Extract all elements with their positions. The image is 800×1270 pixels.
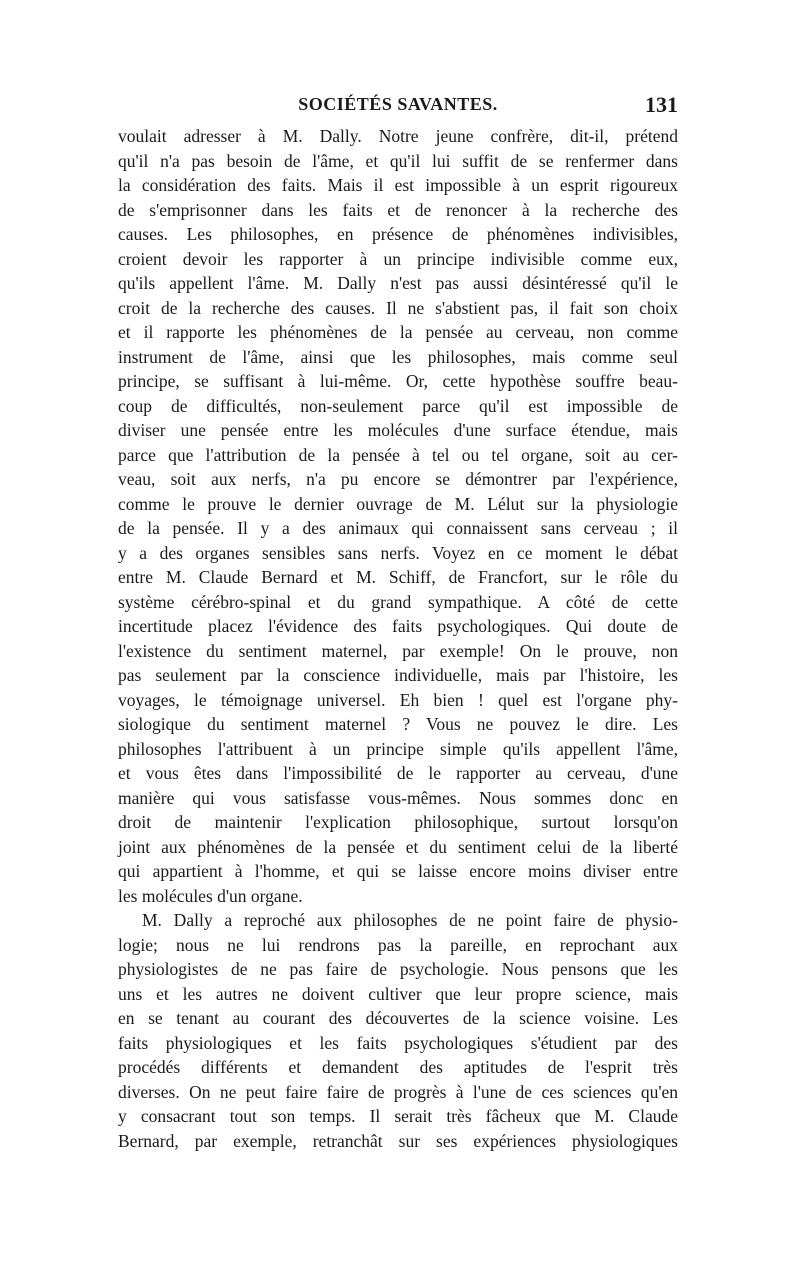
text-line: croit de la recherche des causes. Il ne s'abstient pas, il fait son choix — [118, 297, 678, 318]
text-line: logie; nous ne lui rendrons pas la pareille, en reprochant aux — [118, 934, 678, 955]
text-line: comme le prouve le dernier ouvrage de M. Lélut sur la physiologie — [118, 493, 678, 514]
text-line: physiologistes de ne pas faire de psychologie. Nous pensons que les — [118, 959, 678, 979]
text-line: l'existence du sentiment maternel, par exemple! On le prouve, non — [118, 640, 678, 661]
text-line: Bernard, par exemple, retranchât sur ses expériences physiologiques — [118, 1130, 678, 1151]
text-line: les molécules d'un organe. — [118, 885, 303, 906]
text-line: système cérébro-spinal et du grand sympathique. A côté de cette — [118, 591, 678, 612]
running-head — [118, 92, 678, 122]
text-line: qu'il n'a pas besoin de l'âme, et qu'il lui suffit de se renfermer dans — [118, 150, 678, 171]
running-title: SOCIÉTÉS SAVANTES. — [298, 94, 498, 114]
text-line: qu'ils appellent l'âme. M. Dally n'est pas aussi désintéressé qu'il le — [118, 273, 678, 293]
text-line: voyages, le témoignage universel. Eh bien ! quel est l'organe phy- — [118, 689, 678, 710]
text-line: M. Dally a reproché aux philosophes de ne point faire de physio- — [142, 910, 678, 930]
text-line: pas seulement par la conscience individuelle, mais par l'histoire, les — [118, 665, 678, 685]
page-number: 131 — [645, 92, 678, 117]
text-line: parce que l'attribution de la pensée à tel ou tel organe, soit au cer- — [118, 444, 678, 465]
paragraph — [118, 908, 678, 1153]
text-line: veau, soit aux nerfs, n'a pu encore se démontrer par l'expérience, — [118, 469, 678, 489]
text-line: croient devoir les rapporter à un principe indivisible comme eux, — [118, 248, 678, 269]
text-line: droit de maintenir l'explication philosophique, surtout lorsqu'on — [118, 812, 678, 832]
paragraph — [118, 124, 678, 908]
text-line: manière qui vous satisfasse vous-mêmes. Nous sommes donc en — [118, 787, 678, 808]
text-line: diviser une pensée entre les molécules d'une surface étendue, mais — [118, 420, 678, 440]
text-line: joint aux phénomènes de la pensée et du sentiment celui de la liberté — [118, 836, 678, 857]
text-line: de la pensée. Il y a des animaux qui connaissent sans cerveau ; il — [118, 518, 678, 538]
text-line: philosophes l'attribuent à un principe simple qu'ils appellent l'âme, — [118, 738, 678, 759]
text-line: la considération des faits. Mais il est impossible à un esprit rigoureux — [118, 175, 678, 195]
text-line: en se tenant au courant des découvertes de la science voisine. Les — [118, 1008, 678, 1028]
text-line: et vous êtes dans l'impossibilité de le rapporter au cerveau, d'une — [118, 763, 678, 783]
text-line: procédés différents et demandent des aptitudes de l'esprit très — [118, 1057, 678, 1077]
text-line: y a des organes sensibles sans nerfs. Voyez en ce moment le débat — [118, 542, 678, 563]
text-line: causes. Les philosophes, en présence de phénomènes indivisibles, — [118, 224, 678, 244]
text-line: faits physiologiques et les faits psychologiques s'étudient par des — [118, 1032, 678, 1053]
text-line: et il rapporte les phénomènes de la pensée au cerveau, non comme — [118, 322, 678, 342]
text-line: qui appartient à l'homme, et qui se laisse encore moins diviser entre — [118, 861, 678, 881]
text-line: siologique du sentiment maternel ? Vous ne pouvez le dire. Les — [118, 714, 678, 734]
text-line: de s'emprisonner dans les faits et de renoncer à la recherche des — [118, 199, 678, 220]
body-text — [118, 124, 678, 1153]
text-line: principe, se suffisant à lui-même. Or, cette hypothèse souffre beau- — [118, 371, 678, 391]
text-line: diverses. On ne peut faire faire de progrès à l'une de ces sciences qu'en — [118, 1081, 678, 1102]
text-line: instrument de l'âme, ainsi que les philosophes, mais comme seul — [118, 346, 678, 367]
text-line: coup de difficultés, non-seulement parce qu'il est impossible de — [118, 395, 678, 416]
text-line: incertitude placez l'évidence des faits psychologiques. Qui doute de — [118, 616, 678, 636]
text-line: uns et les autres ne doivent cultiver que leur propre science, mais — [118, 983, 678, 1004]
text-line: y consacrant tout son temps. Il serait très fâcheux que M. Claude — [118, 1106, 678, 1126]
text-line: entre M. Claude Bernard et M. Schiff, de Francfort, sur le rôle du — [118, 567, 678, 587]
text-line: voulait adresser à M. Dally. Notre jeune confrère, dit-il, prétend — [118, 126, 678, 146]
